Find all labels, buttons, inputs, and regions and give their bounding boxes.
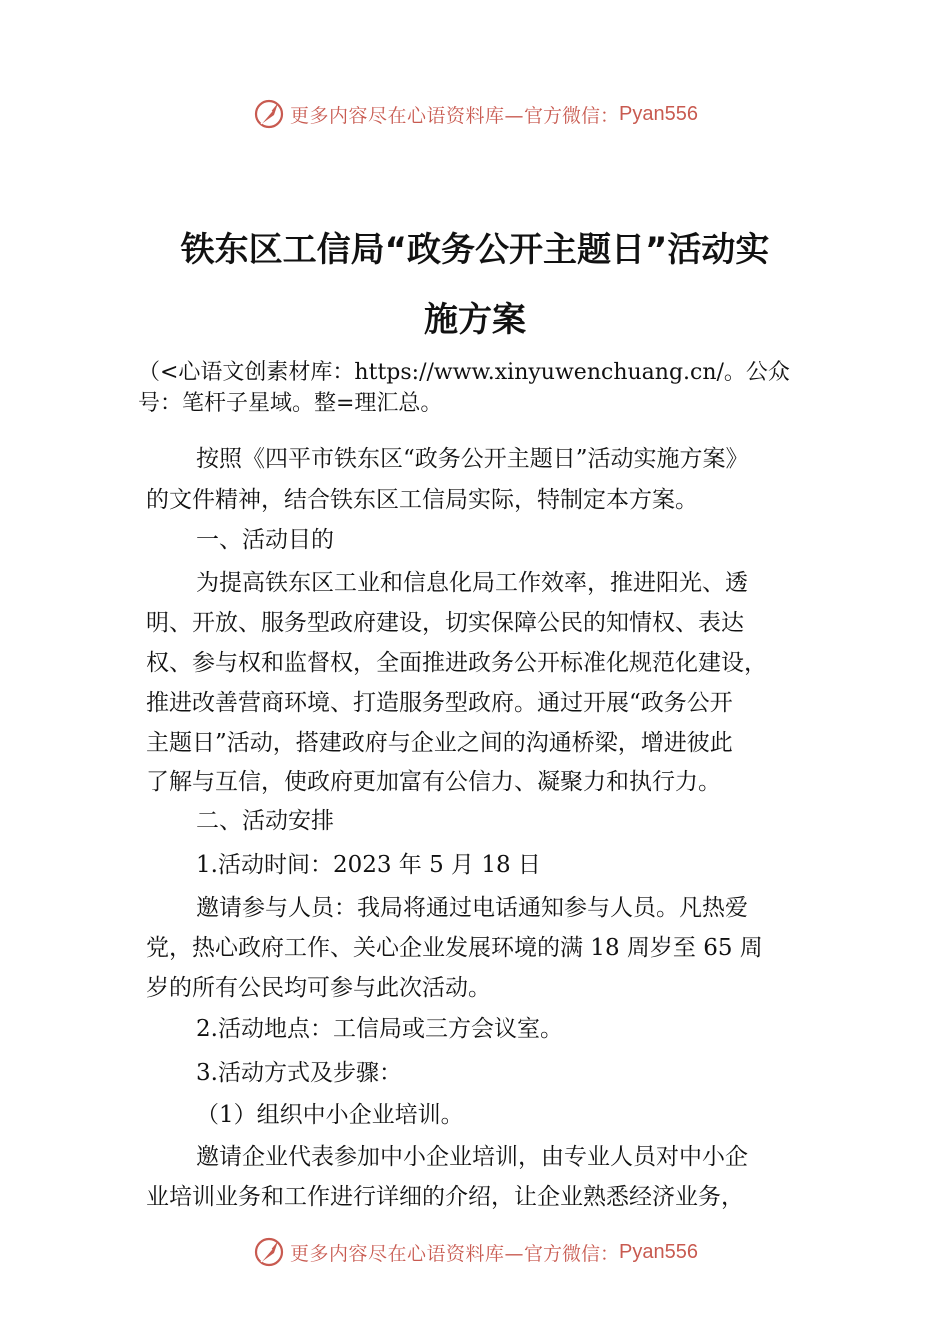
section-heading: 一、活动目的 <box>196 527 334 553</box>
body-line: 的文件精神，结合铁东区工信局实际，特制定本方案。 <box>146 487 698 513</box>
document-title-line-2: 施方案 <box>424 300 526 340</box>
body-line: 1.活动时间：2023 年 5 月 18 日 <box>196 852 541 878</box>
quill-logo-icon <box>252 97 286 131</box>
banner-wechat-label: 官方微信： <box>524 104 620 127</box>
source-note-line-1: （<心语文创素材库：https://www.xinyuwenchuang.cn/。公众 <box>138 360 790 385</box>
body-line: 主题日”活动，搭建政府与企业之间的沟通桥梁，增进彼此 <box>146 730 733 756</box>
body-line: 了解与互信，使政府更加富有公信力、凝聚力和执行力。 <box>146 769 721 795</box>
document-title-line-1: 铁东区工信局“政务公开主题日”活动实 <box>180 230 770 270</box>
banner-account: Pyan556 <box>619 102 698 125</box>
body-line: （1）组织中小企业培训。 <box>196 1102 464 1128</box>
banner-text: 更多内容尽在心语资料库— <box>290 104 525 127</box>
body-line: 推进改善营商环境、打造服务型政府。通过开展“政务公开 <box>146 690 733 716</box>
body-line: 按照《四平市铁东区“政务公开主题日”活动实施方案》 <box>196 446 749 472</box>
body-line: 党，热心政府工作、关心企业发展环境的满 18 周岁至 65 周 <box>146 935 763 961</box>
body-line: 为提高铁东区工业和信息化局工作效率，推进阳光、透 <box>196 570 748 596</box>
quill-logo-icon <box>252 1235 286 1269</box>
body-line: 3.活动方式及步骤： <box>196 1060 402 1086</box>
banner-account: Pyan556 <box>619 1240 698 1263</box>
body-line: 明、开放、服务型政府建设，切实保障公民的知情权、表达 <box>146 610 744 636</box>
banner-wechat-label: 官方微信： <box>524 1242 620 1265</box>
body-line: 权、参与权和监督权，全面推进政务公开标准化规范化建设， <box>146 650 767 676</box>
body-line: 邀请参与人员：我局将通过电话通知参与人员。凡热爱 <box>196 895 748 921</box>
body-line: 邀请企业代表参加中小企业培训，由专业人员对中小企 <box>196 1144 748 1170</box>
banner-text: 更多内容尽在心语资料库— <box>290 1242 525 1265</box>
body-line: 岁的所有公民均可参与此次活动。 <box>146 975 491 1001</box>
body-line: 2.活动地点：工信局或三方会议室。 <box>196 1016 563 1042</box>
body-line: 业培训业务和工作进行详细的介绍，让企业熟悉经济业务， <box>146 1184 744 1210</box>
footer-banner <box>0 1232 950 1272</box>
header-banner <box>0 94 950 134</box>
section-heading: 二、活动安排 <box>196 808 334 834</box>
source-note-line-2: 号：笔杆子星域。整=理汇总。 <box>138 391 443 416</box>
